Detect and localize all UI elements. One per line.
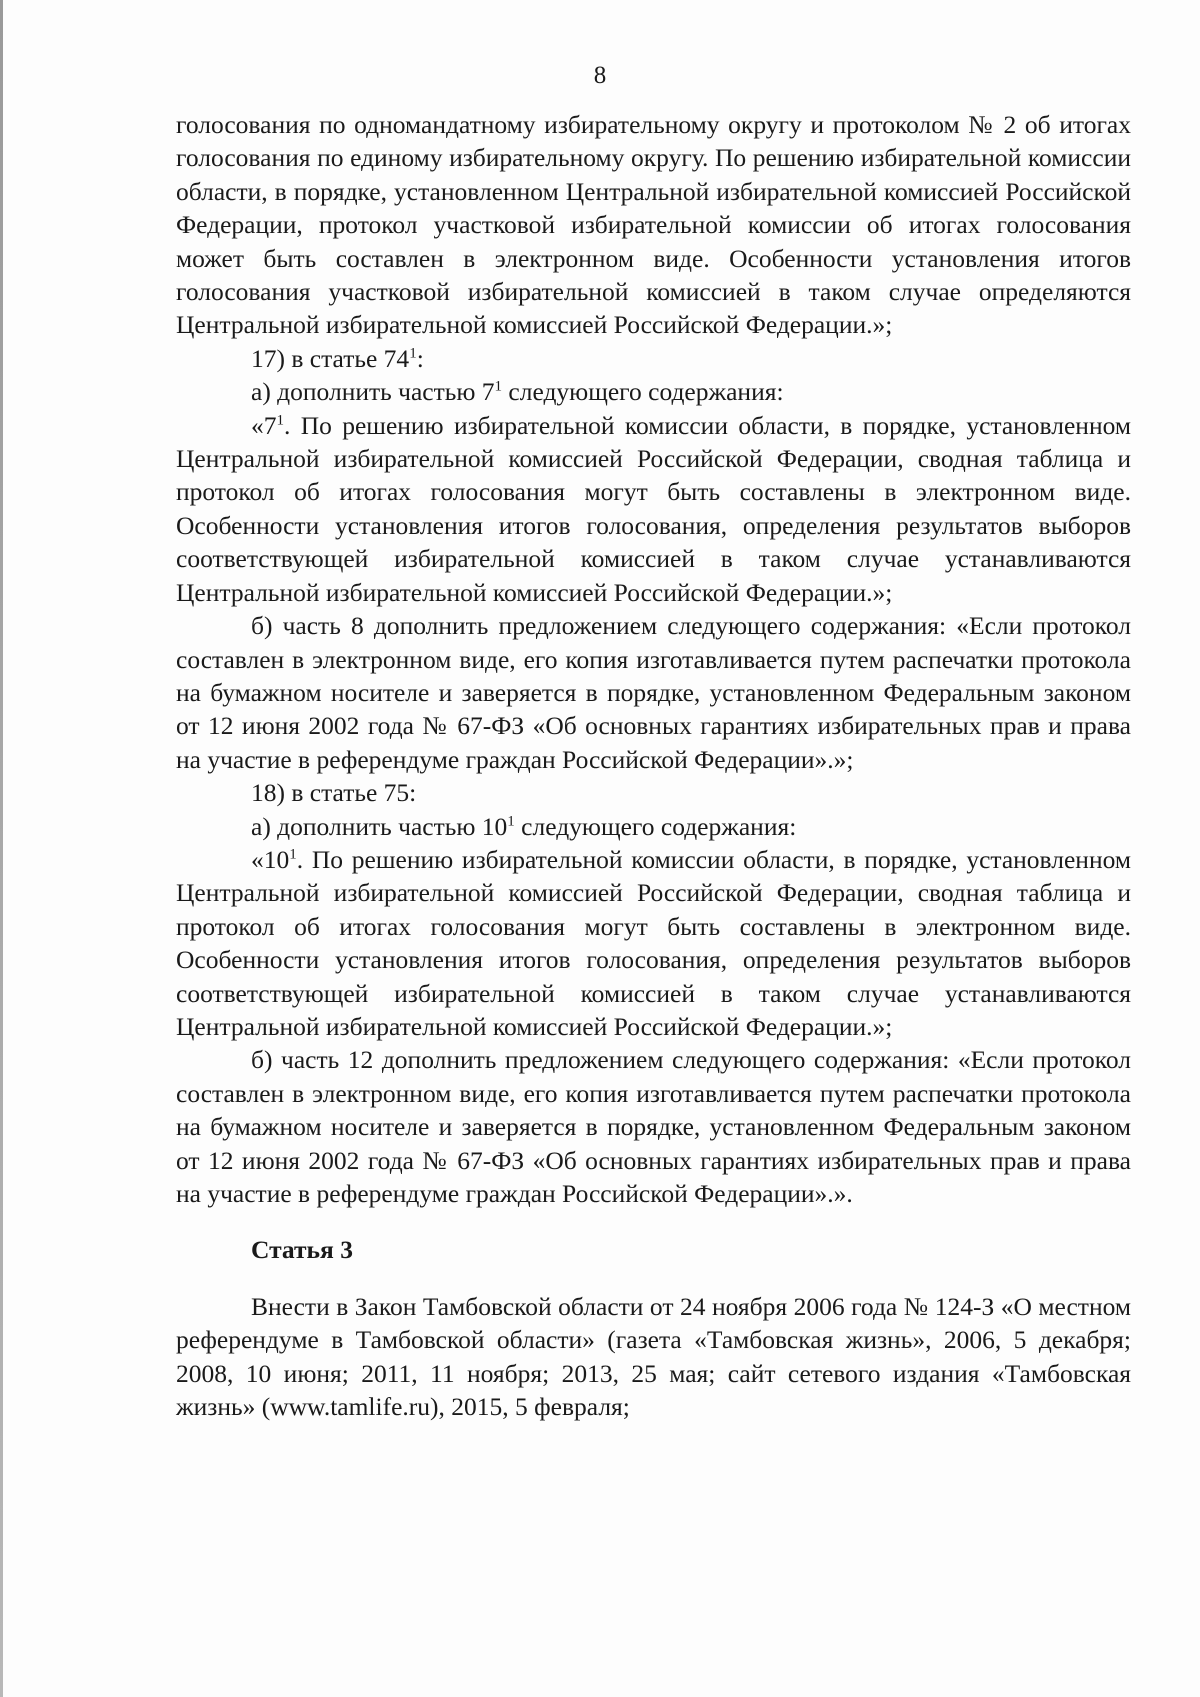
document-body [176,108,1131,1423]
paragraph-item-17b: б) часть 8 дополнить предложением следующего содержания: «Если протокол составлен в электронном виде, его копия изготавливается путем распечатки протокола на бумажном носителе и заверяется в порядке, установленном Федеральным законом от 12 июня 2002 года № 67-ФЗ «Об основных гарантиях избирательных прав и права на участие в референдуме граждан Российской Федерации».»; [176,611,1131,774]
part-10-1-text: . По решению избирательной комиссии области, в порядке, установленном Центральной избирательной комиссией Российской Федерации, сводная таблица и протокол об итогах голосования могут быть составлены в электронном виде. Особенности установления итогов голосования, определения результатов выборов соответствующей избирательной комиссией в таком случае устанавливаются Центральной избирательной комиссией Российской Федерации.»; [176,844,1131,1041]
superscript: 1 [507,813,515,830]
scan-edge-shadow [0,0,3,1697]
part-7-1-prefix: «7 [251,410,277,440]
paragraph-item-18b: б) часть 12 дополнить предложением следующего содержания: «Если протокол составлен в электронном виде, его копия изготавливается путем распечатки протокола на бумажном носителе и заверяется в порядке, установленном Федеральным законом от 12 июня 2002 года № 67-ФЗ «Об основных гарантиях избирательных прав и права на участие в референдуме граждан Российской Федерации».». [176,1045,1131,1208]
paragraph-item-17 [176,342,1131,375]
paragraph-item-18a [176,810,1131,843]
superscript: 1 [409,345,417,362]
page-number: 8 [593,62,607,89]
item-17-suffix: : [416,343,424,373]
item-17a-suffix: следующего содержания: [502,377,784,407]
superscript: 1 [289,846,297,863]
article-heading: Статья 3 [251,1235,353,1265]
item-17a-text: а) дополнить частью 7 [251,377,495,407]
paragraph-part-7-1 [176,409,1131,609]
part-7-1-text: . По решению избирательной комиссии области, в порядке, установленном Центральной избирательной комиссией Российской Федерации, сводная таблица и протокол об итогах голосования могут быть составлены в электронном виде. Особенности установления итогов голосования, определения результатов выборов соответствующей избирательной комиссией в таком случае устанавливаются Центральной избирательной комиссией Российской Федерации.»; [176,410,1131,607]
superscript: 1 [494,378,503,395]
item-18a-suffix: следующего содержания: [514,811,797,841]
part-10-1-prefix: «10 [251,844,290,874]
superscript: 1 [276,412,284,429]
item-18a-text: а) дополнить частью 10 [251,811,508,841]
paragraph-continuation: голосования по одномандатному избирательному округу и протоколом № 2 об итогах голосования по единому избирательному округу. По решению избирательной комиссии области, в порядке, установленном Центральной избирательной комиссией Российской Федерации, протокол участковой избирательной комиссии об итогах голосования может быть составлен в электронном виде. Особенности установления итогов голосования участковой избирательной комиссией в таком случае определяются Центральной избирательной комиссией Российской Федерации.»; [176,110,1131,340]
article-3-paragraph: Внести в Закон Тамбовской области от 24 ноября 2006 года № 124-З «О местном референдуме в Тамбовской области» (газета «Тамбовская жизнь», 2006, 5 декабря; 2008, 10 июня; 2011, 11 ноября; 2013, 25 мая; сайт сетевого издания «Тамбовская жизнь» (www.tamlife.ru), 2015, 5 февраля; [176,1291,1131,1422]
paragraph-part-10-1 [176,843,1131,1043]
item-17-text: 17) в статье 74 [251,343,410,373]
paragraph-item-18: 18) в статье 75: [251,778,417,808]
paragraph-item-17a [176,375,1131,408]
